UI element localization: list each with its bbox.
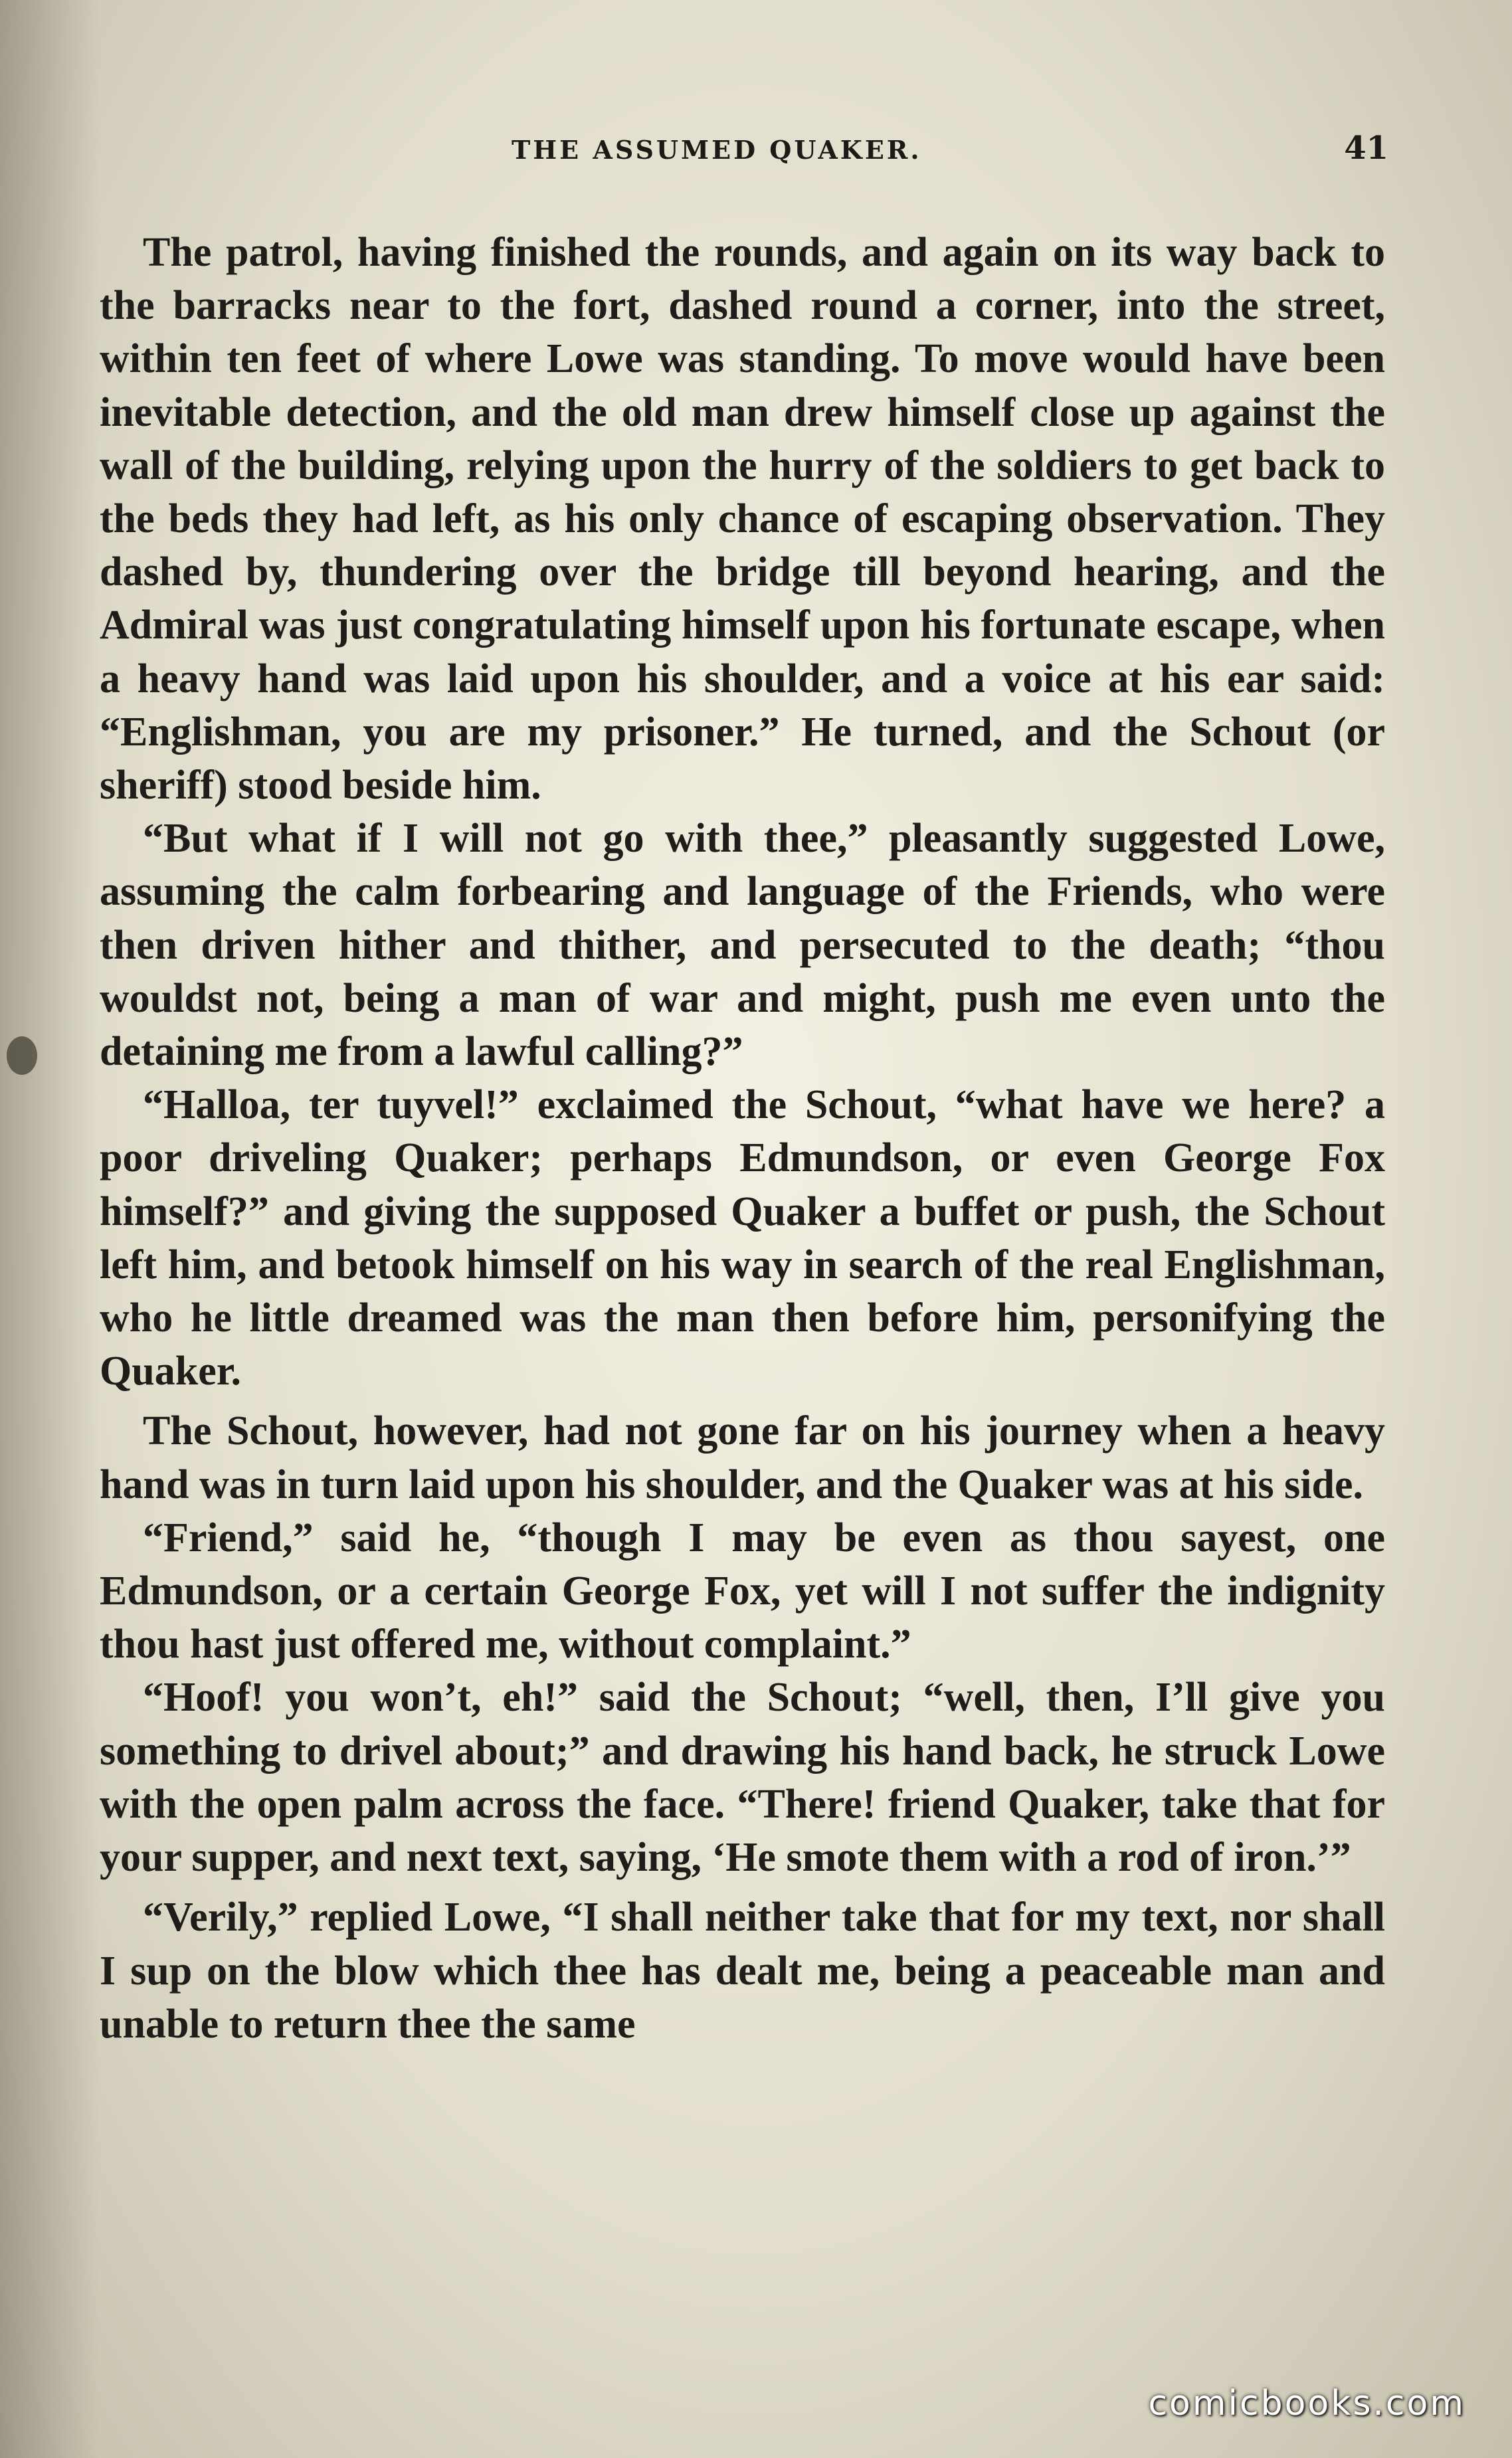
paragraph: The Schout, however, had not gone far on his journey when a heavy hand was in turn laid upon his shoulder, and the Quaker was at his side.: [100, 1408, 1385, 1507]
binding-shadow: [0, 0, 100, 2458]
running-head: THE ASSUMED QUAKER.: [512, 135, 922, 165]
watermark: comicbooks.com: [1148, 2384, 1465, 2423]
page-header: [100, 130, 1388, 169]
paragraph: The patrol, having finished the rounds, and again on its way back to the barracks near to the fort, dashed round a corner, into the street, within ten feet of where Lowe was standing. To move would have been inevitable detection, and the old man drew himself close up against the wall of the building, relying upon the hurry of the soldiers to get back to the beds they had left, as his only chance of escaping observation. They dashed by, thundering over the bridge till beyond hearing, and the Admiral was just congratulating himself upon his fortunate escape, when a heavy hand was laid upon his shoulder, and a voice at his ear said: “Englishman, you are my prisoner.” He turned, and the Schout (or sheriff) stood beside him.: [100, 230, 1385, 808]
paragraph: “Hoof! you won’t, eh!” said the Schout; “well, then, I’ll give you something to drivel about;” and drawing his hand back, he struck Lowe with the open palm across the face. “There! friend Quaker, take that for your supper, and next text, saying, ‘He smote them with a rod of iron.’”: [100, 1675, 1385, 1881]
paragraph: “But what if I will not go with thee,” pleasantly suggested Lowe, assuming the calm forbearing and language of the Friends, who were then driven hither and thither, and persecuted to the death; “thou wouldst not, being a man of war and might, push me even unto the detaining me from a lawful calling?”: [100, 816, 1385, 1075]
paragraph: “Halloa, ter tuyvel!” exclaimed the Schout, “what have we here? a poor driveling Quaker; perhaps Edmundson, or even George Fox himself?” and giving the supposed Quaker a buffet or push, the Schout left him, and betook himself on his way in search of the real Englishman, who he little dreamed was the man then before him, personifying the Quaker.: [100, 1082, 1385, 1394]
paragraph: “Verily,” replied Lowe, “I shall neither take that for my text, nor shall I sup on the blow which thee has dealt me, being a peaceable man and unable to return thee the same: [100, 1895, 1385, 2047]
body-text: [100, 226, 1385, 2051]
page-number: 41: [1344, 130, 1388, 167]
page-stain: [7, 1036, 37, 1075]
paragraph: “Friend,” said he, “though I may be even as thou sayest, one Edmundson, or a certain George Fox, yet will I not suffer the indignity thou hast just offered me, without complaint.”: [100, 1515, 1385, 1667]
